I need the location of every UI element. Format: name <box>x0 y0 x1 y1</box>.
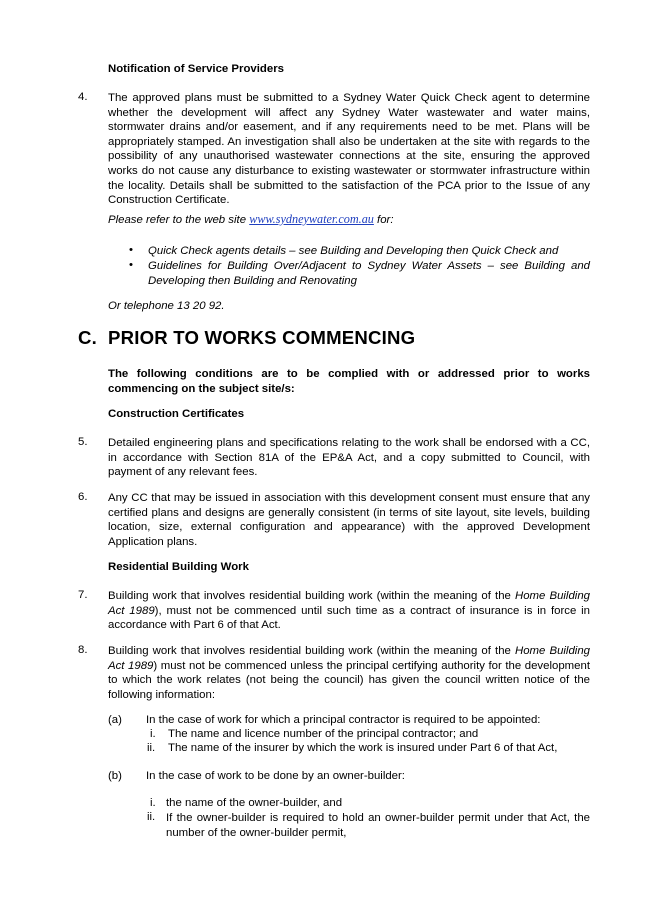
sub-b-item-text: the name of the owner-builder, and <box>166 797 343 809</box>
sub-a-text: In the case of work for which a principal contractor is required to be appointed: <box>146 714 541 726</box>
sub-b-text: In the case of work to be done by an owner-builder: <box>146 770 405 782</box>
refer-suffix: for: <box>373 214 394 226</box>
item-number: 8. <box>78 644 88 656</box>
bullet-text: Quick Check agents details – see Building and Developing then Quick Check and <box>148 245 559 257</box>
sub-label-a: (a) <box>108 714 122 726</box>
item-number: 4. <box>78 91 88 103</box>
text-part: Building work that involves residential building work (within the meaning of the <box>108 645 515 657</box>
construction-item-text: Detailed engineering plans and specifications relating to the work shall be endorsed with a CC, in accordance with Section 81A of the EP&A Act, and a copy submitted to Council, with payment of any relevant fees. <box>108 437 590 479</box>
text-part: ) must not be commenced unless the principal certifying authority for the development to which the work relates (not being the council) has given the council written notice of the following information: <box>108 659 590 701</box>
roman-number: ii. <box>147 742 156 754</box>
construction-item-text: Any CC that may be issued in association with this development consent must ensure that any certified plans and designs are generally consistent (in terms of site layout, site levels, building location, size, external configuration and appearance) with the approved Development Application plans. <box>108 492 590 548</box>
text-part: ), must not be commenced until such time as a contract of insurance is in force in accordance with Part 6 of that Act. <box>108 604 590 632</box>
notification-heading: Notification of Service Providers <box>108 63 284 75</box>
sub-a-item-text: The name of the insurer by which the work is insured under Part 6 of that Act, <box>168 742 558 754</box>
section-title: PRIOR TO WORKS COMMENCING <box>108 327 416 348</box>
sub-label-b: (b) <box>108 770 122 782</box>
bullet-icon: • <box>129 259 133 271</box>
sub-b-item-text: If the owner-builder is required to hold an owner-builder permit under that Act, the number of the owner-builder permit, <box>166 812 590 839</box>
refer-line <box>108 212 394 227</box>
act-name: Home Building Act 1989 <box>108 645 590 672</box>
sub-a-item-text: The name and licence number of the principal contractor; and <box>168 728 479 740</box>
section-letter: C. <box>78 327 97 348</box>
residential-item-8 <box>108 644 590 702</box>
item-number: 6. <box>78 491 88 503</box>
notification-paragraph: The approved plans must be submitted to a Sydney Water Quick Check agent to determine whether the development will affect any Sydney Water wastewater and water mains, stormwater drains and/or easement, and if any requirements need to be met. Plans will be appropriately stamped. An investigation shall also be undertaken at the site with regards to the possibility of any unauthorised wastewater connections at the site, ensuring the approved works do not cause any disturbance to existing wastewater or stormwater infrastructure within the locality. Details shall be submitted to the satisfaction of the PCA prior to the Issue of any Construction Certificate. <box>108 92 590 207</box>
construction-heading: Construction Certificates <box>108 408 245 420</box>
item-number: 7. <box>78 589 88 601</box>
bullet-icon: • <box>129 244 133 256</box>
residential-heading: Residential Building Work <box>108 561 249 573</box>
residential-item-7 <box>108 589 590 633</box>
roman-number: ii. <box>147 811 156 823</box>
section-intro: The following conditions are to be complied with or addressed prior to works commencing on the subject site/s: <box>108 368 590 395</box>
bullet-text: Guidelines for Building Over/Adjacent to Sydney Water Assets – see Building and Developing then Building and Renovating <box>148 260 590 287</box>
telephone-line: Or telephone 13 20 92. <box>108 300 225 312</box>
item-number: 5. <box>78 436 88 448</box>
text-part: Building work that involves residential building work (within the meaning of the <box>108 590 515 602</box>
act-name: Home Building Act 1989 <box>108 590 590 617</box>
roman-number: i. <box>150 728 156 740</box>
roman-number: i. <box>150 797 156 809</box>
sydney-water-link[interactable]: www.sydneywater.com.au <box>249 212 374 226</box>
refer-prefix: Please refer to the web site <box>108 214 250 226</box>
